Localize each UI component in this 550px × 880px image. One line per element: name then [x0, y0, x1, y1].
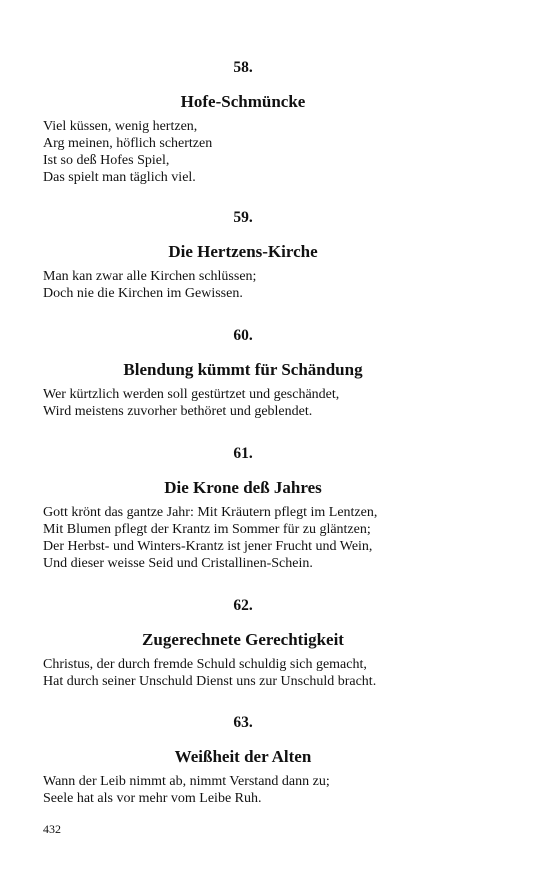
verse-line: Wird meistens zuvorher bethöret und geblendet.: [43, 404, 313, 419]
verse-line: Viel küssen, wenig hertzen,: [43, 119, 198, 134]
epigram-verses: [43, 504, 453, 572]
epigram-verses: [43, 268, 453, 302]
verse-line: Christus, der durch fremde Schuld schuldig sich gemacht,: [43, 657, 367, 672]
epigram-verses: [43, 118, 453, 186]
epigram-number: 62.: [233, 597, 253, 614]
verse-line: Doch nie die Kirchen im Gewissen.: [43, 286, 243, 301]
verse-line: Und dieser weisse Seid und Cristallinen-Schein.: [43, 556, 313, 571]
epigram-title: Zugerechnete Gerechtigkeit: [142, 630, 344, 649]
verse-line: Das spielt man täglich viel.: [43, 170, 196, 185]
verse-line: Der Herbst- und Winters-Krantz ist jener Frucht und Wein,: [43, 539, 373, 554]
epigram-verses: [43, 773, 453, 807]
epigram-number: 58.: [233, 59, 253, 76]
epigram-title: Hofe-Schmüncke: [180, 92, 306, 111]
verse-line: Hat durch seiner Unschuld Dienst uns zur Unschuld bracht.: [43, 674, 377, 689]
verse-line: Arg meinen, höflich schertzen: [43, 136, 213, 151]
epigram-title: Die Hertzens-Kirche: [168, 242, 318, 261]
page-number: 432: [43, 822, 61, 836]
verse-line: Man kan zwar alle Kirchen schlüssen;: [43, 269, 257, 284]
epigram-verses: [43, 656, 453, 690]
epigram-number: 61.: [233, 445, 253, 462]
epigram-number: 63.: [233, 714, 253, 731]
epigram-title: Weißheit der Alten: [174, 747, 312, 766]
epigram-number: 60.: [233, 327, 253, 344]
verse-line: Mit Blumen pflegt der Krantz im Sommer für zu gläntzen;: [43, 522, 371, 537]
verse-line: Ist so deß Hofes Spiel,: [43, 153, 170, 168]
epigram-title: Blendung kümmt für Schändung: [123, 360, 363, 379]
verse-line: Gott krönt das gantze Jahr: Mit Kräutern pflegt im Lentzen,: [43, 505, 378, 520]
verse-line: Wann der Leib nimmt ab, nimmt Verstand dann zu;: [43, 774, 330, 789]
epigram-number: 59.: [233, 209, 253, 226]
epigram-title: Die Krone deß Jahres: [164, 478, 322, 497]
verse-line: Seele hat als vor mehr vom Leibe Ruh.: [43, 791, 262, 806]
verse-line: Wer kürtzlich werden soll gestürtzet und geschändet,: [43, 387, 340, 402]
epigram-verses: [43, 386, 453, 420]
